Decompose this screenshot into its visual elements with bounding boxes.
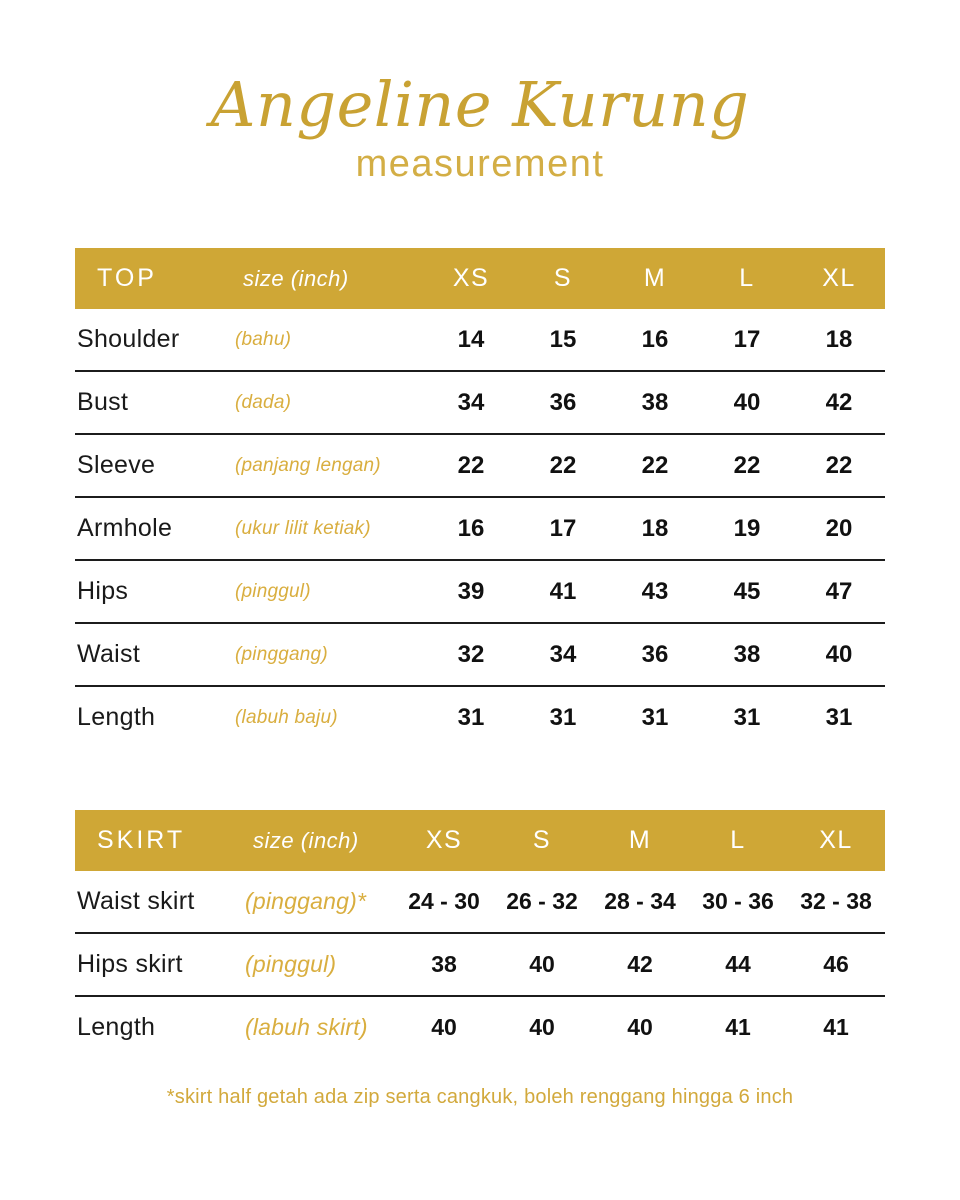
cell-s: 40 — [493, 933, 591, 996]
cell-s: 17 — [517, 497, 609, 560]
cell-xl: 20 — [793, 497, 885, 560]
cell-l: 17 — [701, 309, 793, 371]
table-row — [75, 434, 885, 497]
header-unit: size (inch) — [243, 265, 349, 291]
cell-xl: 41 — [823, 1014, 849, 1041]
cell-l: 22 — [701, 434, 793, 497]
row-sublabel: (bahu) — [235, 309, 425, 371]
cell-l: 19 — [701, 497, 793, 560]
header-size-xl: XL — [822, 264, 856, 293]
top-measurement-table — [75, 248, 885, 748]
cell-l: 31 — [733, 703, 761, 731]
cell-m: 31 — [641, 703, 669, 731]
cell-xl: 31 — [825, 703, 853, 731]
header-category: SKIRT — [97, 826, 186, 855]
cell-xs: 34 — [425, 371, 517, 434]
cell-m: 28 - 34 — [591, 871, 689, 933]
cell-s: 31 — [549, 703, 577, 731]
row-sublabel: (ukur lilit ketiak) — [235, 497, 425, 560]
top-table — [75, 248, 885, 748]
cell-xs: 38 — [395, 933, 493, 996]
header-size-s: S — [553, 264, 573, 293]
row-label: Armhole — [75, 497, 235, 560]
row-label: Hips skirt — [75, 933, 245, 996]
cell-l: 41 — [725, 1014, 751, 1041]
header-size-l: L — [739, 264, 755, 293]
table-header-row — [75, 810, 885, 871]
cell-s: 34 — [517, 623, 609, 686]
table-row — [75, 371, 885, 434]
top-table-header — [75, 248, 885, 309]
page-subtitle: measurement — [355, 143, 605, 186]
header-size-m: M — [643, 264, 667, 293]
cell-l: 30 - 36 — [689, 871, 787, 933]
cell-xs: 32 — [425, 623, 517, 686]
row-sublabel: (labuh skirt) — [245, 1014, 368, 1041]
cell-s: 26 - 32 — [493, 871, 591, 933]
cell-xl: 46 — [787, 933, 885, 996]
cell-xl: 47 — [793, 560, 885, 623]
cell-l: 44 — [689, 933, 787, 996]
row-label: Bust — [75, 371, 235, 434]
cell-m: 36 — [609, 623, 701, 686]
cell-l: 38 — [701, 623, 793, 686]
cell-xs: 40 — [431, 1014, 457, 1041]
row-label: Waist — [75, 623, 235, 686]
table-row — [75, 560, 885, 623]
cell-xl: 18 — [793, 309, 885, 371]
header-size-m: M — [628, 826, 652, 855]
row-label: Hips — [75, 560, 235, 623]
page-title: Angeline Kurung — [210, 68, 750, 141]
cell-xs: 24 - 30 — [395, 871, 493, 933]
footnote: *skirt half getah ada zip serta cangkuk, boleh renggang hingga 6 inch — [166, 1086, 794, 1109]
table-header-row — [75, 248, 885, 309]
cell-xs: 16 — [425, 497, 517, 560]
header-size-l: L — [730, 826, 746, 855]
skirt-table — [75, 810, 885, 1058]
skirt-table-header — [75, 810, 885, 871]
cell-m: 16 — [609, 309, 701, 371]
cell-m: 38 — [609, 371, 701, 434]
table-row — [75, 933, 885, 996]
cell-xl: 40 — [793, 623, 885, 686]
table-row — [75, 309, 885, 371]
row-label: Sleeve — [75, 434, 235, 497]
top-table-body — [75, 309, 885, 748]
cell-xs: 39 — [425, 560, 517, 623]
row-sublabel: (dada) — [235, 371, 425, 434]
cell-xl: 22 — [793, 434, 885, 497]
header-size-xs: XS — [425, 826, 463, 855]
cell-s: 41 — [517, 560, 609, 623]
cell-xl: 42 — [793, 371, 885, 434]
row-sublabel: (pinggang)* — [245, 871, 395, 933]
skirt-table-body — [75, 871, 885, 1058]
row-sublabel: (pinggul) — [245, 933, 395, 996]
row-label: Length — [77, 1013, 156, 1042]
cell-xs: 22 — [425, 434, 517, 497]
cell-xs: 14 — [425, 309, 517, 371]
header-size-s: S — [532, 826, 552, 855]
cell-l: 40 — [701, 371, 793, 434]
cell-m: 43 — [609, 560, 701, 623]
page-header — [0, 0, 960, 186]
cell-m: 40 — [627, 1014, 653, 1041]
header-size-xs: XS — [452, 264, 490, 293]
cell-xl: 32 - 38 — [787, 871, 885, 933]
table-row — [75, 871, 885, 933]
cell-l: 45 — [701, 560, 793, 623]
cell-m: 22 — [609, 434, 701, 497]
header-category: TOP — [97, 264, 157, 293]
skirt-measurement-table — [75, 810, 885, 1109]
table-row — [75, 686, 885, 748]
row-label: Length — [77, 703, 156, 732]
cell-m: 42 — [591, 933, 689, 996]
cell-s: 40 — [529, 1014, 555, 1041]
row-sublabel: (panjang lengan) — [235, 434, 425, 497]
row-sublabel: (pinggang) — [235, 623, 425, 686]
table-row — [75, 996, 885, 1058]
row-sublabel: (pinggul) — [235, 560, 425, 623]
header-size-xl: XL — [819, 826, 853, 855]
row-label: Waist skirt — [75, 871, 245, 933]
row-label: Shoulder — [75, 309, 235, 371]
table-row — [75, 497, 885, 560]
cell-xs: 31 — [457, 703, 485, 731]
header-unit: size (inch) — [253, 827, 359, 853]
cell-m: 18 — [609, 497, 701, 560]
cell-s: 22 — [517, 434, 609, 497]
cell-s: 36 — [517, 371, 609, 434]
table-row — [75, 623, 885, 686]
row-sublabel: (labuh baju) — [235, 706, 338, 728]
cell-s: 15 — [517, 309, 609, 371]
